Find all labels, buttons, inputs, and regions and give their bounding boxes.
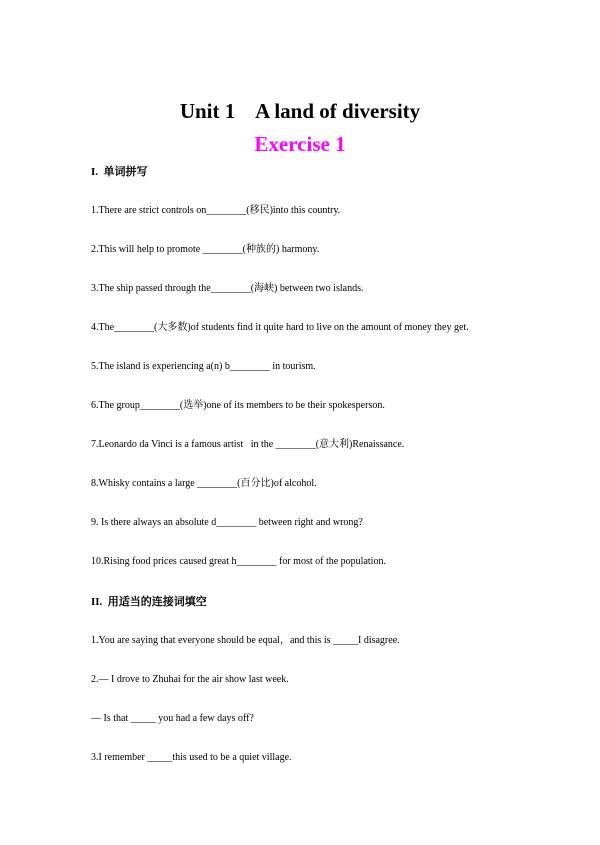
- spelling-question-8: 8.Whisky contains a large ________(百分比)of alcohol.: [91, 478, 317, 489]
- exercise-subtitle: Exercise 1: [254, 132, 346, 156]
- document-title: Unit 1 A land of diversity: [179, 99, 421, 123]
- spelling-question-5: 5.The island is experiencing a(n) b________ in tourism.: [91, 361, 316, 372]
- spelling-question-1: 1.There are strict controls on________(移民)into this country.: [91, 205, 341, 216]
- spelling-question-4: 4.The________(大多数)of students find it quite hard to live on the amount of money they get.: [91, 322, 469, 333]
- spelling-question-6: 6.The group________(选举)one of its members to be their spokesperson.: [91, 400, 385, 411]
- spelling-question-9: 9. Is there always an absolute d________ between right and wrong?: [91, 517, 363, 528]
- conjunction-question-2-line-2: — Is that _____ you had a few days off?: [91, 713, 254, 724]
- spelling-question-2: 2.This will help to promote ________(种族的) harmony.: [91, 244, 320, 255]
- spelling-question-3: 3.The ship passed through the________(海峡) between two islands.: [91, 283, 364, 294]
- section-heading-conjunctions: II. 用适当的连接词填空: [91, 596, 207, 608]
- spelling-question-7: 7.Leonardo da Vinci is a famous artist in the ________(意大利)Renaissance.: [91, 439, 405, 450]
- conjunction-question-2-line-1: 2.— I drove to Zhuhai for the air show last week.: [91, 674, 289, 685]
- conjunction-question-3: 3.I remember _____this used to be a quiet village.: [91, 752, 292, 763]
- conjunction-question-1: 1.You are saying that everyone should be equal，and this is _____I disagree.: [91, 635, 400, 646]
- section-heading-spelling: I. 单词拼写: [91, 166, 148, 178]
- spelling-question-10: 10.Rising food prices caused great h________ for most of the population.: [91, 556, 386, 567]
